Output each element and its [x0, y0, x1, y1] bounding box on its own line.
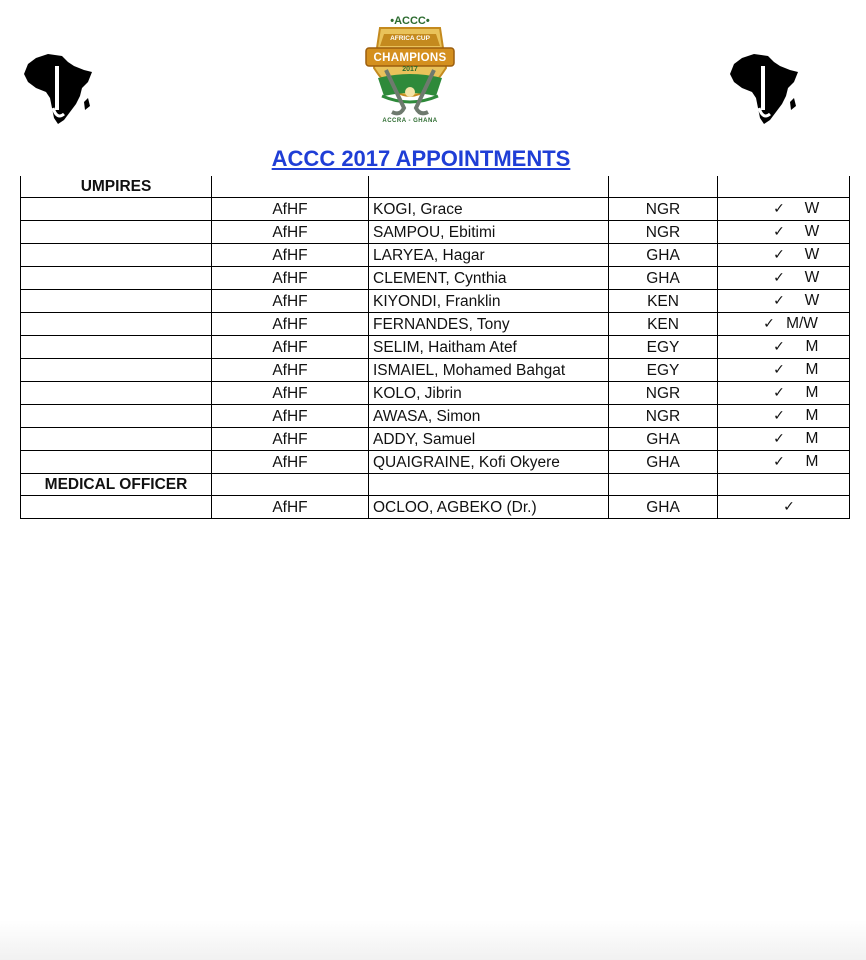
official-name-cell: FERNANDES, Tony: [369, 313, 609, 336]
assignment-cell: [718, 451, 850, 474]
nationality-cell: KEN: [609, 290, 718, 313]
gender-category-label: M/W: [786, 315, 818, 332]
nationality-cell: EGY: [609, 336, 718, 359]
organization-cell: AfHF: [212, 244, 369, 267]
empty-cell: [21, 290, 212, 313]
logo-sub-text: AFRICA CUP: [390, 35, 430, 42]
checkmark-icon: ✓: [763, 316, 775, 332]
assignment-content: [722, 221, 845, 243]
empty-cell: [21, 336, 212, 359]
official-name-cell: KIYONDI, Franklin: [369, 290, 609, 313]
gender-category-label: M: [805, 407, 819, 424]
appointments-table: [20, 176, 850, 519]
gender-category-label: M: [805, 361, 819, 378]
assignment-content: [722, 428, 845, 450]
empty-cell: [21, 267, 212, 290]
nationality-cell: GHA: [609, 451, 718, 474]
checkmark-icon: ✓: [773, 408, 785, 424]
assignment-cell: [718, 244, 850, 267]
assignment-content: [722, 336, 845, 358]
checkmark-icon: ✓: [773, 201, 785, 217]
empty-cell: [21, 428, 212, 451]
empty-cell: [21, 198, 212, 221]
assignment-content: [722, 496, 845, 518]
checkmark-icon: ✓: [773, 339, 785, 355]
nationality-cell: NGR: [609, 221, 718, 244]
assignment-content: [722, 405, 845, 427]
checkmark-icon: ✓: [773, 362, 785, 378]
gender-category-label: W: [804, 269, 820, 286]
nationality-cell: NGR: [609, 405, 718, 428]
africa-map-right-icon: [728, 52, 800, 126]
table-row: [21, 244, 850, 267]
checkmark-icon: ✓: [783, 499, 795, 515]
official-name-cell: OCLOO, AGBEKO (Dr.): [369, 496, 609, 519]
empty-cell: [609, 474, 718, 496]
assignment-cell: [718, 496, 850, 519]
empty-cell: [212, 474, 369, 496]
official-name-cell: CLEMENT, Cynthia: [369, 267, 609, 290]
official-name-cell: KOGI, Grace: [369, 198, 609, 221]
official-name-cell: KOLO, Jibrin: [369, 382, 609, 405]
organization-cell: AfHF: [212, 221, 369, 244]
assignment-cell: [718, 336, 850, 359]
official-name-cell: SAMPOU, Ebitimi: [369, 221, 609, 244]
organization-cell: AfHF: [212, 451, 369, 474]
section-header-row: [21, 176, 850, 198]
gender-category-label: M: [805, 430, 819, 447]
empty-cell: [718, 176, 850, 198]
africa-map-left-icon: [22, 52, 94, 126]
organization-cell: AfHF: [212, 290, 369, 313]
page-title: ACCC 2017 APPOINTMENTS: [271, 146, 571, 171]
assignment-content: [722, 451, 845, 473]
nationality-cell: NGR: [609, 198, 718, 221]
organization-cell: AfHF: [212, 336, 369, 359]
empty-cell: [369, 176, 609, 198]
assignment-cell: [718, 198, 850, 221]
assignment-content: [722, 267, 845, 289]
official-name-cell: QUAIGRAINE, Kofi Okyere: [369, 451, 609, 474]
empty-cell: [369, 474, 609, 496]
empty-cell: [21, 382, 212, 405]
official-name-cell: ISMAIEL, Mohamed Bahgat: [369, 359, 609, 382]
organization-cell: AfHF: [212, 405, 369, 428]
section-heading: UMPIRES: [21, 176, 212, 198]
page-bottom-shade: [0, 920, 866, 960]
nationality-cell: GHA: [609, 244, 718, 267]
official-name-cell: LARYEA, Hagar: [369, 244, 609, 267]
table-row: [21, 290, 850, 313]
organization-cell: AfHF: [212, 359, 369, 382]
empty-cell: [21, 221, 212, 244]
gender-category-label: W: [804, 246, 820, 263]
table-row: [21, 405, 850, 428]
empty-cell: [21, 313, 212, 336]
section-heading: MEDICAL OFFICER: [21, 474, 212, 496]
empty-cell: [21, 451, 212, 474]
assignment-content: [722, 290, 845, 312]
nationality-cell: GHA: [609, 428, 718, 451]
assignment-cell: [718, 428, 850, 451]
official-name-cell: SELIM, Haitham Atef: [369, 336, 609, 359]
assignment-cell: [718, 313, 850, 336]
nationality-cell: GHA: [609, 496, 718, 519]
assignment-content: [722, 359, 845, 381]
organization-cell: AfHF: [212, 382, 369, 405]
organization-cell: AfHF: [212, 428, 369, 451]
gender-category-label: W: [804, 223, 820, 240]
logo-top-text: •ACCC•: [390, 15, 430, 27]
gender-category-label: M: [805, 338, 819, 355]
checkmark-icon: ✓: [773, 454, 785, 470]
organization-cell: AfHF: [212, 496, 369, 519]
table-row: [21, 221, 850, 244]
official-name-cell: ADDY, Samuel: [369, 428, 609, 451]
table-row: [21, 336, 850, 359]
empty-cell: [21, 244, 212, 267]
table-row: [21, 359, 850, 382]
table-row: [21, 382, 850, 405]
table-row: [21, 496, 850, 519]
assignment-cell: [718, 290, 850, 313]
nationality-cell: EGY: [609, 359, 718, 382]
gender-category-label: W: [804, 200, 820, 217]
gender-category-label: M: [805, 384, 819, 401]
checkmark-icon: ✓: [773, 224, 785, 240]
assignment-cell: [718, 221, 850, 244]
checkmark-icon: ✓: [773, 293, 785, 309]
organization-cell: AfHF: [212, 198, 369, 221]
gender-category-label: M: [805, 453, 819, 470]
table-row: [21, 198, 850, 221]
empty-cell: [21, 405, 212, 428]
empty-cell: [212, 176, 369, 198]
empty-cell: [21, 496, 212, 519]
organization-cell: AfHF: [212, 267, 369, 290]
nationality-cell: KEN: [609, 313, 718, 336]
accc-champions-logo: [360, 12, 460, 130]
logo-year-text: 2017: [402, 66, 418, 73]
checkmark-icon: ✓: [773, 431, 785, 447]
checkmark-icon: ✓: [773, 385, 785, 401]
section-header-row: [21, 474, 850, 496]
checkmark-icon: ✓: [773, 247, 785, 263]
nationality-cell: GHA: [609, 267, 718, 290]
assignment-cell: [718, 359, 850, 382]
assignment-cell: [718, 267, 850, 290]
assignment-content: [722, 244, 845, 266]
table-row: [21, 267, 850, 290]
logo-banner-text: CHAMPIONS: [373, 52, 447, 64]
assignment-cell: [718, 382, 850, 405]
assignment-content: [722, 313, 845, 335]
official-name-cell: AWASA, Simon: [369, 405, 609, 428]
assignment-cell: [718, 405, 850, 428]
table-row: [21, 313, 850, 336]
checkmark-icon: ✓: [773, 270, 785, 286]
logo-location-text: ACCRA - GHANA: [382, 118, 438, 124]
assignment-content: [722, 198, 845, 220]
table-row: [21, 451, 850, 474]
empty-cell: [718, 474, 850, 496]
gender-category-label: W: [804, 292, 820, 309]
empty-cell: [609, 176, 718, 198]
organization-cell: AfHF: [212, 313, 369, 336]
empty-cell: [21, 359, 212, 382]
table-row: [21, 428, 850, 451]
assignment-content: [722, 382, 845, 404]
nationality-cell: NGR: [609, 382, 718, 405]
